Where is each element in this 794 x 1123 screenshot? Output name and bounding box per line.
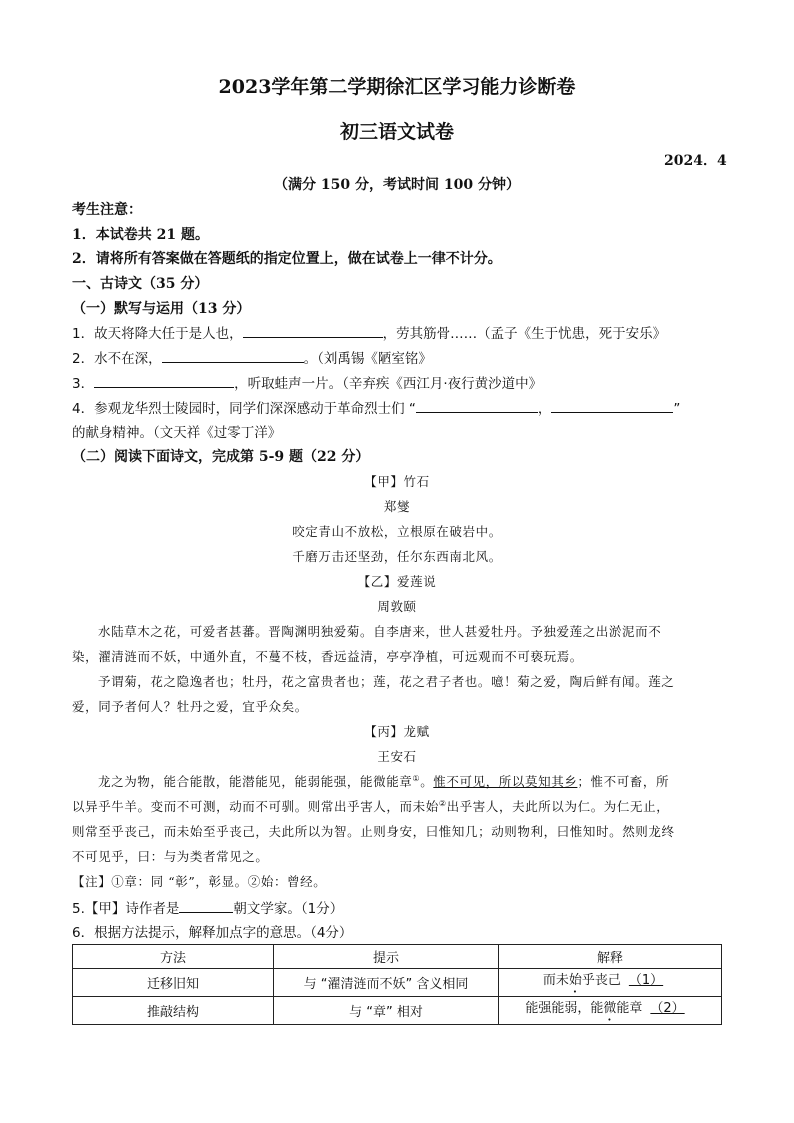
section-1-title: 一、古诗文（35 分） — [72, 276, 209, 292]
question-6-prompt: 6．根据方法提示，解释加点字的意思。（4分） — [72, 925, 353, 941]
poem-jia-line-2: 千磨万击还坚劲，任尔东西南北风。 — [292, 549, 502, 564]
question-4 — [72, 397, 680, 417]
footnote-marker-2: ② — [438, 798, 447, 808]
table-row — [73, 997, 722, 1025]
text-yi-paragraph-1-line-2: 染，濯清涟而不妖，中通外直，不蔓不枝，香远益清，亭亭净植，可远观而不可亵玩焉。 — [72, 649, 583, 664]
text-bing-line-2-b: 出乎害人，夫此所以为仁。为仁无止， — [446, 799, 670, 814]
question-1 — [72, 322, 666, 342]
text-bing-line-1-b: 。 — [420, 774, 434, 789]
question-3 — [72, 372, 542, 392]
question-3-text-b: ，听取蛙声一片。（辛弃疾《西江月·夜行黄沙道中》 — [234, 376, 543, 392]
text-yi-paragraph-1-line-1: 水陆草木之花，可爱者甚蕃。晋陶渊明独爱菊。自李唐来，世人甚爱牡丹。予独爱莲之出淤泥而不 — [98, 624, 662, 639]
text-bing-line-1-c: ；惟不可畜，所 — [577, 774, 670, 789]
table-cell-explanation — [499, 997, 722, 1025]
table-header-explanation: 解释 — [499, 945, 722, 969]
table-header-row — [73, 945, 722, 969]
text-yi-paragraph-2-line-1: 予谓菊，花之隐逸者也；牡丹，花之富贵者也；莲，花之君子者也。噫！菊之爱，陶后鲜有闻。莲之 — [98, 674, 675, 689]
question-4-text-b: ， — [537, 401, 552, 417]
question-4-text-a: 4．参观龙华烈士陵园时，同学们深深感动于革命烈士们 “ — [72, 401, 416, 417]
table-cell-hint: 与 “章” 相对 — [274, 997, 499, 1025]
text-bing-title: 【丙】龙赋 — [364, 724, 430, 739]
text-yi-author: 周敦颐 — [377, 599, 417, 614]
text-bing-line-2-a: 以异乎牛羊。变而不可测，动而不可驯。则常出乎害人，而未始 — [72, 799, 439, 814]
answer-blank — [416, 400, 538, 413]
answer-blank — [162, 350, 304, 363]
table-header-method: 方法 — [73, 945, 274, 969]
exam-subtitle: 初三语文试卷 — [339, 121, 454, 143]
method-table — [72, 944, 722, 1025]
question-5 — [72, 897, 343, 917]
part-2-title: （二）阅读下面诗文，完成第 5-9 题（22 分） — [72, 449, 370, 465]
question-4-text-c: ” — [673, 401, 681, 417]
explanation-text-b: 能章 — [616, 1001, 643, 1016]
text-bing-line-2 — [72, 797, 669, 815]
explanation-text-a: 能强能弱，能 — [525, 1001, 604, 1016]
question-3-text-a: 3． — [72, 376, 95, 392]
question-2 — [72, 347, 432, 367]
table-cell-hint: 与 “濯清涟而不妖” 含义相同 — [274, 969, 499, 997]
answer-blank — [179, 900, 233, 913]
notice-heading: 考生注意： — [72, 202, 142, 218]
question-2-text-a: 2．水不在深， — [72, 351, 162, 367]
text-bing-line-1 — [98, 772, 669, 790]
answer-blank — [94, 375, 234, 388]
exam-date: 2024．4 — [664, 153, 727, 169]
text-yi-title: 【乙】爱莲说 — [357, 574, 437, 589]
poem-jia-title: 【甲】竹石 — [364, 474, 430, 489]
question-1-text-a: 1．故天将降大任于是人也， — [72, 326, 243, 342]
underlined-sentence: 惟不可见，所以莫知其乡 — [433, 774, 578, 789]
answer-blank — [243, 325, 383, 338]
table-cell-method: 推敲结构 — [73, 997, 274, 1025]
table-cell-explanation — [499, 969, 722, 997]
notice-item-2: 2．请将所有答案做在答题纸的指定位置上，做在试卷上一律不计分。 — [72, 251, 502, 267]
text-yi-paragraph-2-line-2: 爱，同予者何人？牡丹之爱，宜乎众矣。 — [72, 699, 308, 714]
dotted-character: 微 — [603, 1001, 617, 1016]
text-bing-author: 王安石 — [377, 749, 417, 764]
question-1-text-b: ，劳其筋骨……（孟子《生于忧患，死于安乐》 — [382, 326, 667, 342]
text-bing-line-3: 则常至乎丧己，而未始至乎丧己，夫此所以为智。止则身安，曰惟知几；动则物利，曰惟知时。然则龙终 — [72, 824, 675, 839]
text-bing-line-1-a: 龙之为物，能合能散，能潜能见，能弱能强，能微能章 — [98, 774, 413, 789]
poem-jia-author: 郑燮 — [383, 499, 411, 514]
explanation-text-b: 乎丧己 — [581, 973, 621, 988]
poem-jia-line-1: 咬定青山不放松，立根原在破岩中。 — [292, 524, 502, 539]
score-info: （满分 150 分，考试时间 100 分钟） — [274, 177, 520, 193]
part-1-title: （一）默写与运用（13 分） — [72, 301, 251, 317]
answer-blank-1: （1） — [628, 973, 664, 988]
question-4-continued: 的献身精神。（文天祥《过零丁洋》 — [72, 425, 282, 441]
explanation-text-a: 而未 — [542, 973, 569, 988]
table-header-hint: 提示 — [274, 945, 499, 969]
text-bing-line-4: 不可见乎，曰：与为类者常见之。 — [72, 849, 269, 864]
answer-blank — [551, 400, 673, 413]
question-5-text-a: 5.【甲】诗作者是 — [72, 901, 180, 917]
table-cell-method: 迁移旧知 — [73, 969, 274, 997]
notice-item-1: 1．本试卷共 21 题。 — [72, 227, 209, 243]
dotted-character: 始 — [568, 973, 582, 988]
question-2-text-b: 。（刘禹锡《陋室铭》 — [303, 351, 432, 367]
table-row — [73, 969, 722, 997]
question-5-text-b: 朝文学家。（1分） — [233, 901, 344, 917]
exam-title: 2023学年第二学期徐汇区学习能力诊断卷 — [218, 76, 576, 98]
footnote-marker-1: ① — [412, 773, 421, 783]
answer-blank-2: （2） — [650, 1001, 685, 1016]
text-bing-note: 【注】①章：同 “彰”，彰显。②始：曾经。 — [72, 874, 327, 889]
